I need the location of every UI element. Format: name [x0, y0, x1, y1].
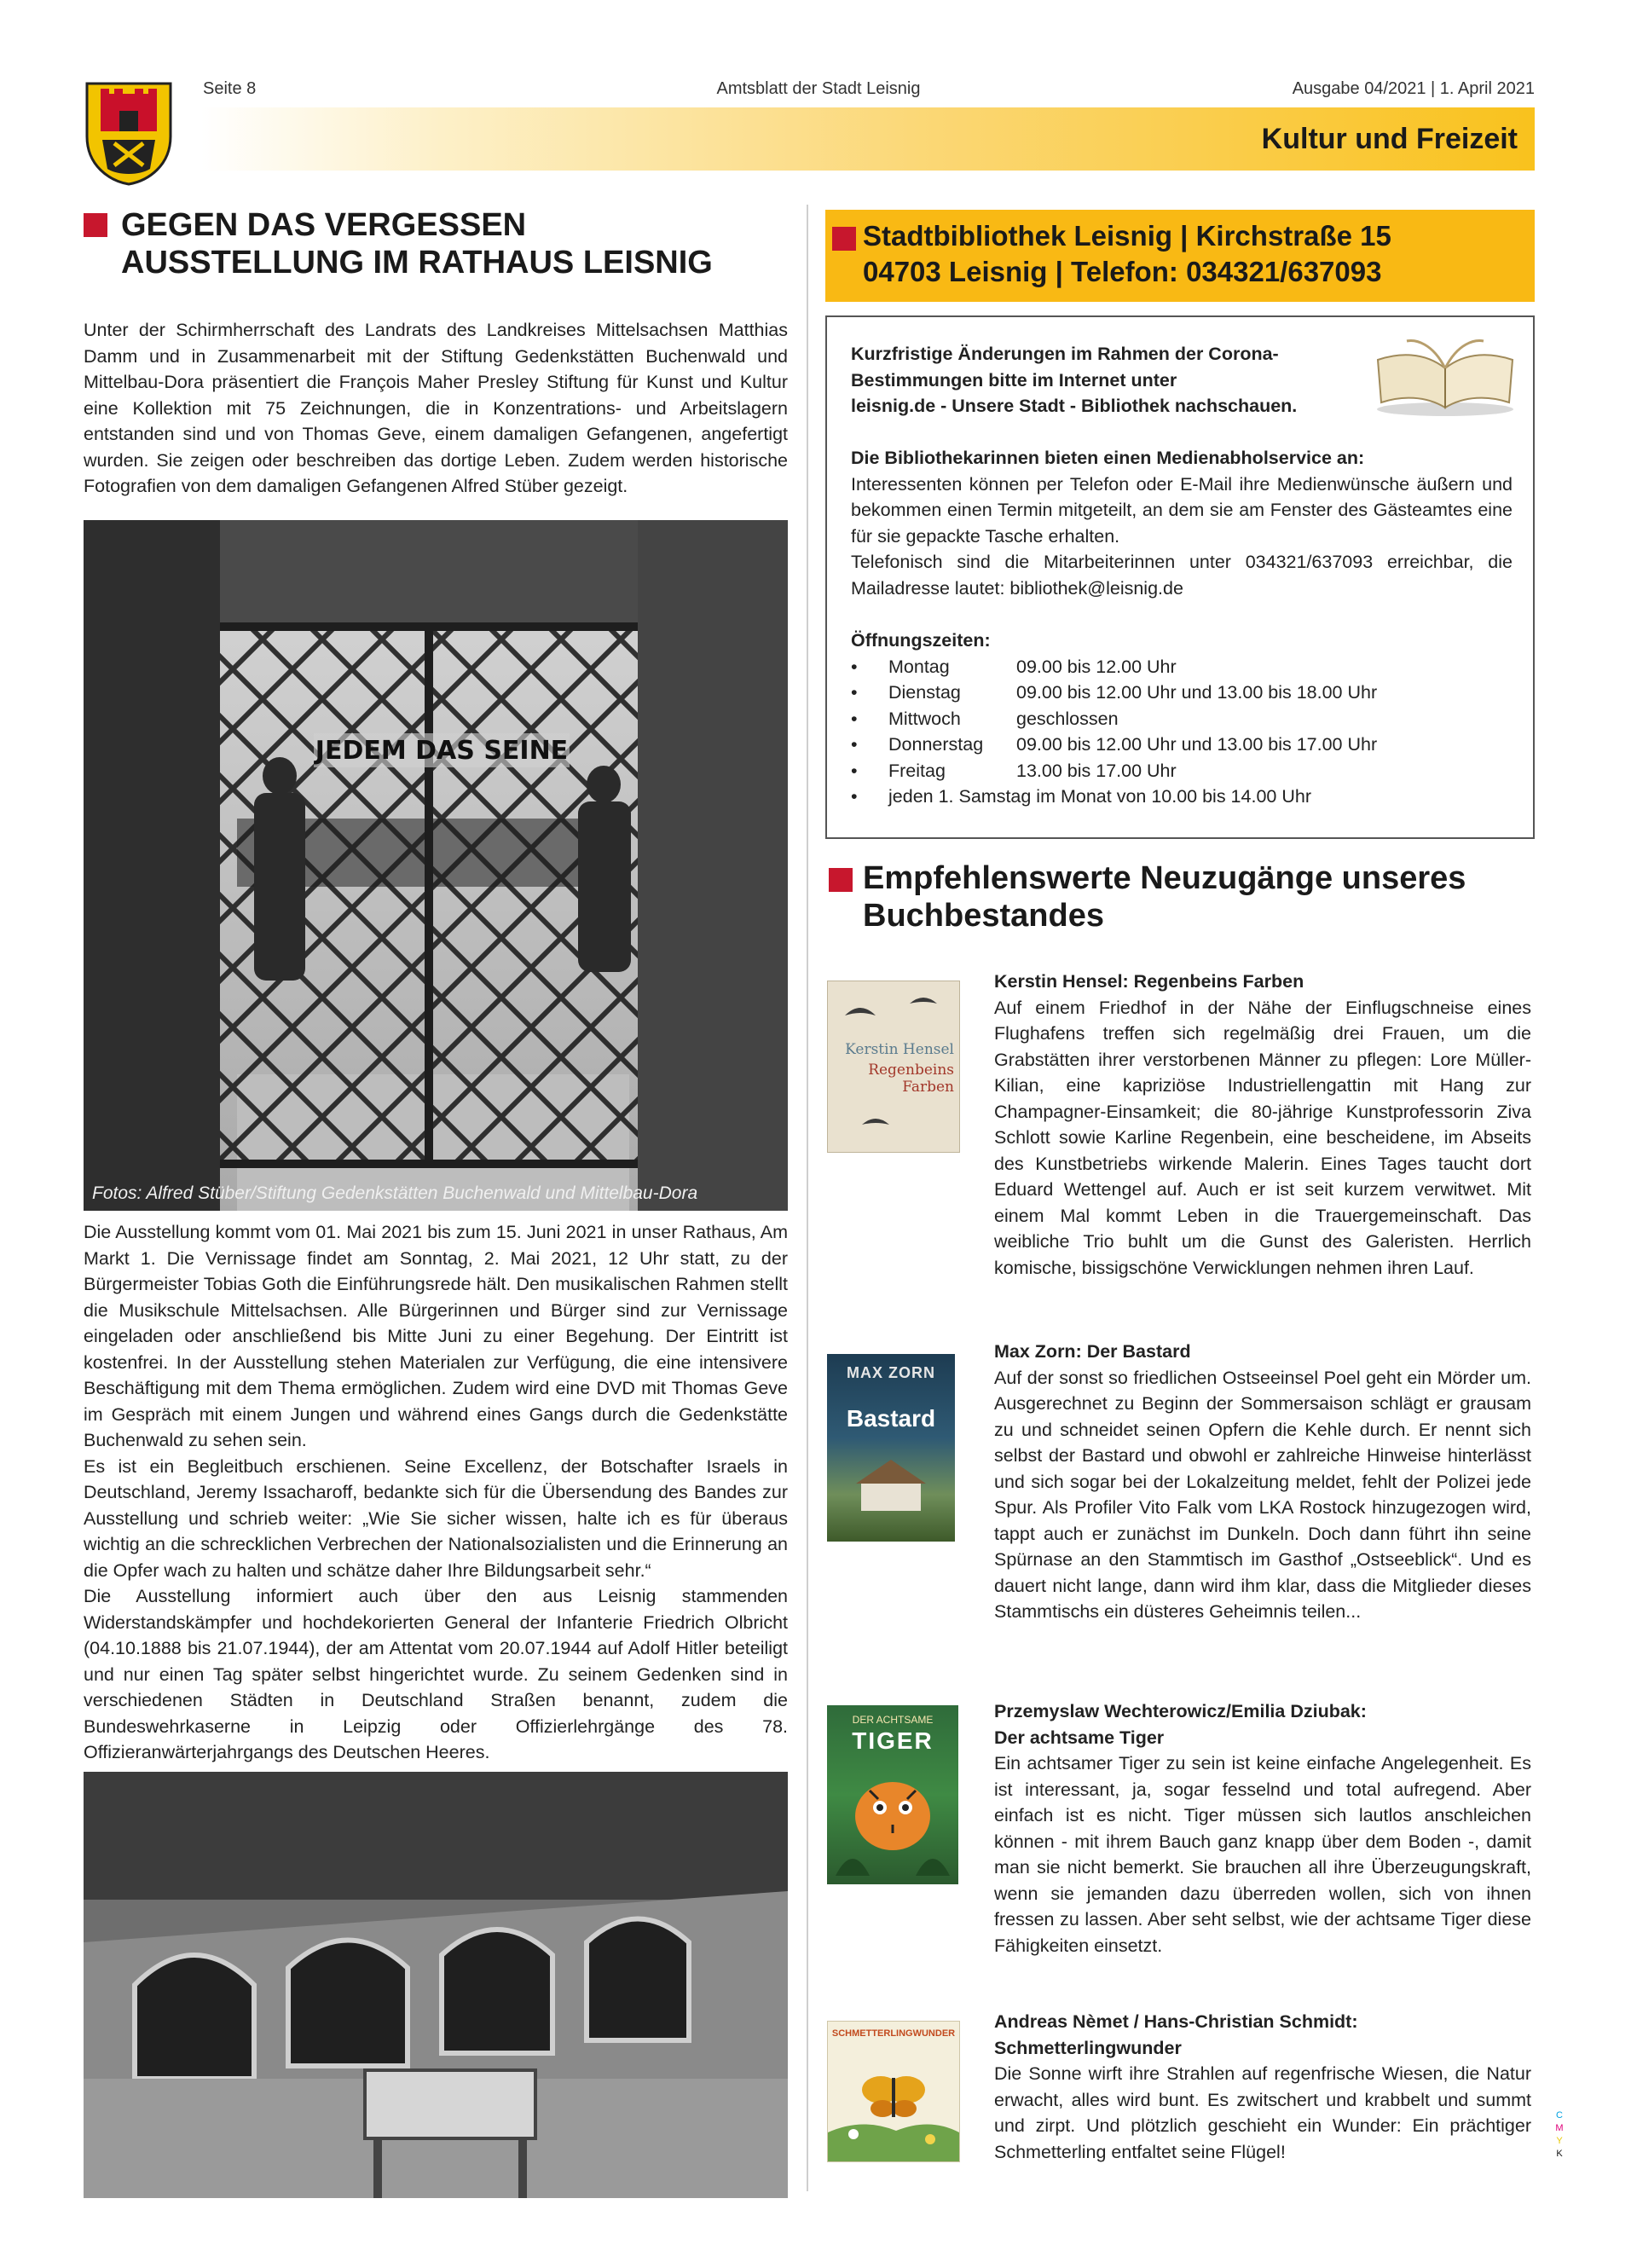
- hours-day: Montag: [888, 656, 950, 677]
- article-title: [84, 206, 783, 281]
- cover-title: TIGER: [852, 1727, 934, 1754]
- print-mark-y: Y: [1556, 2136, 1563, 2146]
- photo-ovens: [84, 1772, 788, 2198]
- publication-name: Amtsblatt der Stadt Leisnig: [716, 79, 921, 98]
- hours-extra: jeden 1. Samstag im Monat von 10.00 bis 14.00 Uhr: [888, 786, 1311, 807]
- opening-hours: [851, 628, 1513, 810]
- book-title: Przemyslaw Wechterowicz/Emilia Dziubak:: [994, 1701, 1367, 1721]
- hours-row: • Dienstag 09.00 bis 12.00 Uhr und 13.00 bis 18.00 Uhr: [851, 680, 1513, 706]
- service-title: Die Bibliothekarinnen bieten einen Medienabholservice an:: [851, 448, 1365, 468]
- gate-sign: JEDEM DAS SEINE: [315, 736, 569, 766]
- issue-date: Ausgabe 04/2021 | 1. April 2021: [1292, 79, 1535, 98]
- contact-text: Telefonisch sind die Mitarbeiterinnen unter 034321/637093 erreichbar, die Mailadresse lautet: bibliothek@leisnig.de: [851, 552, 1513, 599]
- book-title: Andreas Nèmet / Hans-Christian Schmidt:: [994, 2011, 1358, 2032]
- book-title-2: Der achtsame Tiger: [994, 1727, 1165, 1748]
- corona-notice: [851, 341, 1362, 419]
- hours-time: 13.00 bis 17.00 Uhr: [1016, 760, 1177, 781]
- hours-day: Mittwoch: [888, 708, 961, 729]
- hours-time: 09.00 bis 12.00 Uhr und 13.00 bis 18.00 Uhr: [1016, 682, 1378, 703]
- photo-credit: Fotos: Alfred Stüber/Stiftung Gedenkstätten Buchenwald und Mittelbau-Dora: [92, 1183, 698, 1203]
- book-description: Ein achtsamer Tiger zu sein ist keine einfache Angelegenheit. Es ist interessant, ja, sogar fesselnd und total aufregend. Aber einfach ist es nicht. Tiger müssen sich lautlos anschleichen können - mit ihrem Bauch ganz knapp über dem Boden -, damit man sie nicht bemerkt. Sie brauchen all ihre Überzeugungskraft, wenn sie jemanden dazu überreden wollen, sich von ihnen fressen zu lassen. Aber seht selbst, wie der achtsame Tiger diese Fähigkeiten einsetzt.: [994, 1753, 1531, 1956]
- article-para-2: Es ist ein Begleitbuch erschienen. Seine Excellenz, der Botschafter Israels in Deutschland, Jeremy Issacharoff, bedankte sich für die Übersendung des Bandes zur Ausstellung und schrieb weiter: „Wie Sie sicher wissen, halte ich es für überaus wichtig an die schrecklichen Verbrechen der Nationalsozialisten und die Erinnerung an die Opfer wach zu halten und schätze daher Ihre Bildungsarbeit sehr.“: [84, 1455, 788, 1581]
- corona-notice-line3: leisnig.de - Unsere Stadt - Bibliothek nachschauen.: [851, 396, 1298, 416]
- book-title: Kerstin Hensel: Regenbeins Farben: [994, 971, 1304, 992]
- article-para-3: Die Ausstellung informiert auch über den aus Leisnig stammenden Widerstandskämpfer und hochdekorierten General der Infanterie Friedrich Olbricht (04.10.1888 bis 21.07.1944), der am Attentat vom 20.07.1944 auf Adolf Hitler beteiligt und nur einen Tag später selbst hingerichtet wurde. Zu seinem Gedenken sind in verschiedenen Städten in Deutschland Straßen benannt, zudem die Bundeswehrkaserne in Leipzig oder Offizierlehrgänge des 78. Offizieranwärterjahrgangs des Deutschen Heeres.: [84, 1586, 788, 1762]
- red-square-icon: [84, 213, 107, 237]
- print-mark-m: M: [1555, 2123, 1564, 2133]
- book-cover-der-bastard: [827, 1354, 955, 1542]
- cover-author: Kerstin Hensel: [845, 1041, 954, 1058]
- books-section-title: [825, 859, 1535, 934]
- book-title: Max Zorn: Der Bastard: [994, 1341, 1191, 1362]
- hours-row: • Donnerstag 09.00 bis 12.00 Uhr und 13.00 bis 17.00 Uhr: [851, 732, 1513, 758]
- books-title-line2: Buchbestandes: [863, 898, 1104, 934]
- open-book-icon: [1373, 334, 1518, 423]
- article-title-line1: GEGEN DAS VERGESSEN: [121, 207, 527, 243]
- cover-author: MAX ZORN: [847, 1364, 935, 1381]
- red-square-icon: [832, 227, 856, 251]
- books-title-line1: Empfehlenswerte Neuzugänge unseres: [863, 860, 1466, 896]
- hours-day: Donnerstag: [888, 734, 984, 755]
- article-intro: Unter der Schirmherrschaft des Landrats des Landkreises Mittelsachsen Matthias Damm und in Zusammenarbeit mit der Stiftung Gedenkstätten Buchenwald und Mittelbau-Dora präsentiert die François Maher Presley Stiftung für Kunst und Kultur eine Kollektion mit 75 Zeichnungen, die in Konzentrations- und Arbeitslagern entstanden sind und von Thomas Geve, einem damaligen Gefangenen, angefertigt wurden. Sie zeigen oder beschreiben das dortige Leben. Zudem werden historische Fotografien von dem damaligen Gefangenen Alfred Stüber gezeigt.: [84, 320, 788, 496]
- red-square-icon: [829, 868, 853, 892]
- section-title: Kultur und Freizeit: [1261, 123, 1518, 155]
- article-para-1: Die Ausstellung kommt vom 01. Mai 2021 bis zum 15. Juni 2021 in unser Rathaus, Am Markt 1. Die Vernissage findet am Sonntag, 2. Mai 2021, 12 Uhr statt, zu der Bürgermeister Tobias Goth die Einführungsrede hält. Den musikalischen Rahmen stellt die Musikschule Mittelsachsen. Alle Bürgerinnen und Bürger sind zur Vernissage eingeladen oder anschließend bis Mitte Juni zu einer Begehung. Der Eintritt ist kostenfrei. In der Ausstellung stehen Materialen zur Verfügung, die eine intensivere Beschäftigung mit dem Thema ermöglichen. Zudem wird eine DVD mit Thomas Geve im Gespräch mit einem Jungen und während eines Gangs durch die Gedenkstätte Buchenwald zu sehen sein.: [84, 1222, 788, 1450]
- hours-day: Dienstag: [888, 682, 961, 703]
- corona-notice-line2: Bestimmungen bitte im Internet unter: [851, 369, 1177, 391]
- book-title-2: Schmetterlingwunder: [994, 2037, 1182, 2058]
- photo-gate: [84, 520, 788, 1211]
- service-text: Interessenten können per Telefon oder E-Mail ihre Medienwünsche äußern und bekommen einen Termin mitgeteilt, an dem sie am Fenster des Gästeamtes eine für sie gepackte Tasche erhalten.: [851, 473, 1513, 547]
- library-phone: 04703 Leisnig | Telefon: 034321/637093: [863, 256, 1382, 287]
- book-description: Auf einem Friedhof in der Nähe der Einflugschneise eines Flughafens treffen sich regelmäßig drei Frauen, um die Grabstätten ihrer verstorbenen Männer zu pflegen: Lore Müller-Kilian, eine kapriziöse Industriellengattin mit Hang zur Champagner-Einsamkeit; die 80-jährige Kunstprofessorin Ziva Schlott sowie Karline Regenbein, eine bescheidene, im Abseits des Kunstbetriebs wirkende Malerin. Eines Tages taucht dort Eduard Wettengel auf. Auch er ist seit kurzem verwitwet. Mit einem Mal kommt Leben in die Trauergemeinschaft. Das weibliche Trio buhlt um die Gunst des Galeristen. Herrlich komische, bissigschöne Verwicklungen nehmen ihren Lauf.: [994, 997, 1531, 1278]
- service-section: [851, 445, 1513, 601]
- column-divider: [807, 205, 808, 2191]
- print-mark-c: C: [1556, 2110, 1563, 2120]
- cover-title: Bastard: [846, 1405, 936, 1432]
- hours-row: • Mittwoch geschlossen: [851, 706, 1513, 732]
- book-cover-schmetterlingwunder: [827, 2021, 960, 2162]
- book-description: Auf der sonst so friedlichen Ostseeinsel Poel geht ein Mörder um. Ausgerechnet zu Beginn der Sommersaison schlägt er grausam zu und schneidet seinen Opfern die Kehle durch. Er nennt sich selbst der Bastard und obwohl er zahlreiche Hinweise hinterlässt und sich sogar bei der Lokalzeitung meldet, fehlt der Polizei jede Spur. Als Profiler Vito Falk vom LKA Rostock hinzugezogen wird, tappt auch er zunächst im Dunkeln. Doch dann führt ihn seine Spürnase an den Stammtisch im Gasthof „Ostseeblick“. Und es dauert nicht lange, dann wird ihm klar, dass die Mitglieder dieses Stammtischs ein düsteres Geheimnis teilen...: [994, 1367, 1531, 1622]
- hours-time: geschlossen: [1016, 708, 1119, 729]
- print-mark-k: K: [1556, 2149, 1563, 2159]
- corona-notice-line1: Kurzfristige Änderungen im Rahmen der Corona-: [851, 344, 1279, 364]
- library-info-box: [825, 315, 1535, 839]
- book-cover-der-achtsame-tiger: [827, 1705, 958, 1884]
- book-entry-3: [994, 1698, 1531, 1958]
- hours-time: 09.00 bis 12.00 Uhr und 13.00 bis 17.00 Uhr: [1016, 734, 1378, 755]
- hours-day: Freitag: [888, 760, 946, 781]
- book-entry-2: [994, 1339, 1531, 1625]
- library-address: Stadtbibliothek Leisnig | Kirchstraße 15: [863, 220, 1391, 252]
- hours-title: Öffnungszeiten:: [851, 630, 991, 651]
- book-entry-4: [994, 2009, 1531, 2165]
- cover-subtitle: DER ACHTSAME: [852, 1714, 934, 1726]
- book-cover-regenbeins-farben: [827, 981, 960, 1153]
- print-marks: [1553, 2109, 1565, 2161]
- page-number: Seite 8: [203, 79, 257, 98]
- hours-row: • Montag 09.00 bis 12.00 Uhr: [851, 654, 1513, 680]
- cover-title: Regenbeins Farben: [868, 1062, 954, 1096]
- book-description: Die Sonne wirft ihre Strahlen auf regenfrische Wiesen, die Natur erwacht, alles wird bunt. Es zwitschert und krabbelt und summt und zirpt. Und plötzlich geschieht ein Wunder: Ein prächtiger Schmetterling entfaltet seine Flügel!: [994, 2063, 1531, 2162]
- article-body: [84, 1219, 788, 1766]
- cover-title: SCHMETTERLINGWUNDER: [831, 2028, 956, 2039]
- hours-row: • jeden 1. Samstag im Monat von 10.00 bis 14.00 Uhr: [851, 784, 1513, 810]
- book-entry-1: [994, 969, 1531, 1281]
- hours-row: • Freitag 13.00 bis 17.00 Uhr: [851, 758, 1513, 784]
- article-title-line2: AUSSTELLUNG IM RATHAUS LEISNIG: [121, 245, 713, 281]
- hours-time: 09.00 bis 12.00 Uhr: [1016, 656, 1177, 677]
- library-header: [825, 210, 1535, 302]
- section-band: [201, 107, 1535, 171]
